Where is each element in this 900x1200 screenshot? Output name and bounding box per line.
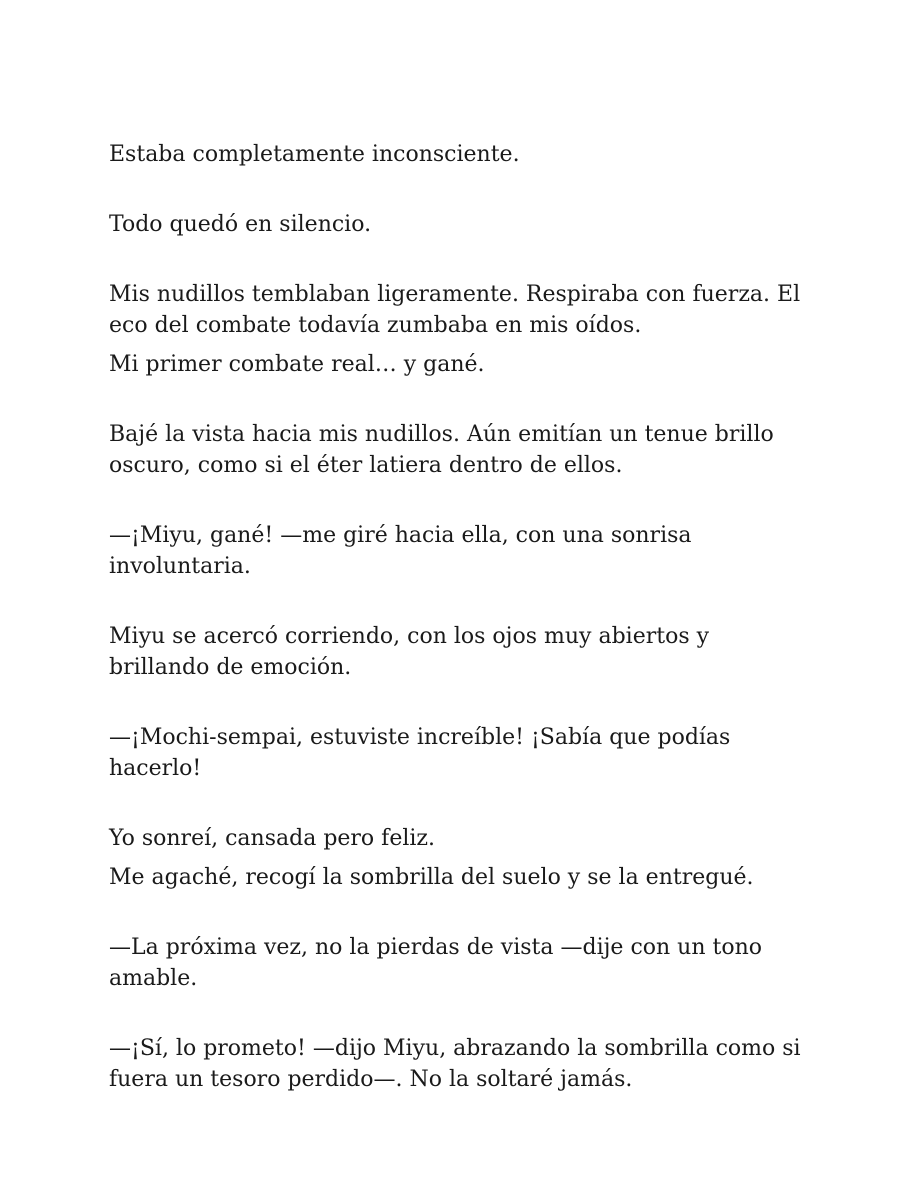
paragraph-line: —¡Sí, lo prometo! —dijo Miyu, abrazando la sombrilla como si [109,1036,801,1061]
paragraph [109,520,799,582]
paragraph-line: Yo sonreí, cansada pero feliz. [109,826,435,851]
paragraph [109,139,799,170]
paragraph-line: Mis nudillos temblaban ligeramente. Respiraba con fuerza. El [109,282,801,307]
paragraph-line: eco del combate todavía zumbaba en mis oídos. [109,313,642,338]
paragraph-line: —¡Miyu, gané! —me giré hacia ella, con una sonrisa [109,523,692,548]
paragraph-line: amable. [109,966,198,991]
paragraph-line: Estaba completamente inconsciente. [109,142,520,167]
paragraph [109,1033,799,1095]
paragraph [109,209,799,240]
paragraph-line: fuera un tesoro perdido—. No la soltaré jamás. [109,1067,633,1092]
paragraph-line: Todo quedó en silencio. [109,212,372,237]
paragraph-line: —¡Mochi-sempai, estuviste increíble! ¡Sabía que podías [109,725,731,750]
paragraph [109,621,799,683]
paragraph [109,349,799,380]
paragraph [109,279,799,341]
story-text [109,139,799,1095]
paragraph-line: Mi primer combate real… y gané. [109,352,485,377]
paragraph [109,823,799,854]
paragraph-line: —La próxima vez, no la pierdas de vista —dije con un tono [109,935,763,960]
paragraph [109,932,799,994]
paragraph [109,862,799,893]
paragraph [109,419,799,481]
paragraph [109,722,799,784]
paragraph-line: hacerlo! [109,756,202,781]
paragraph-line: Me agaché, recogí la sombrilla del suelo y se la entregué. [109,865,754,890]
paragraph-line: Miyu se acercó corriendo, con los ojos muy abiertos y [109,624,710,649]
paragraph-line: brillando de emoción. [109,655,352,680]
paragraph-line: Bajé la vista hacia mis nudillos. Aún emitían un tenue brillo [109,422,774,447]
paragraph-line: oscuro, como si el éter latiera dentro de ellos. [109,453,623,478]
paragraph-line: involuntaria. [109,554,251,579]
